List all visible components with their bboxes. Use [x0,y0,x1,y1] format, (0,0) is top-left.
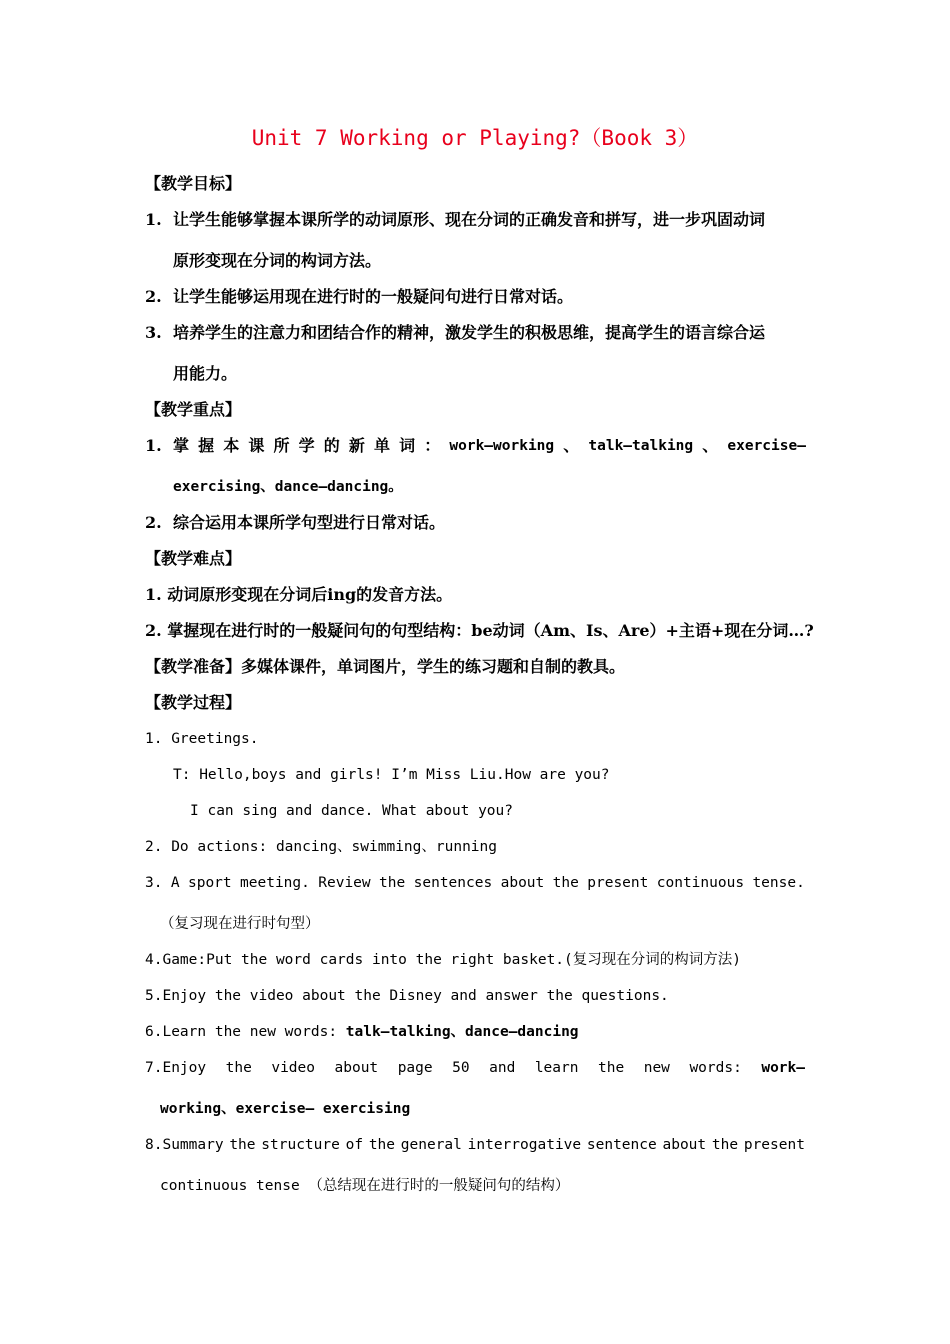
step-3-word: present [587,875,649,891]
preparation-heading: 【教学准备】 [145,657,242,676]
key-point-1-word: 握 [198,436,215,455]
step-3-word: 3. [145,875,163,891]
step-8-word: the [711,1137,739,1153]
key-point-1-word: 单 [374,436,391,455]
key-point-1-word: work—working [449,438,555,454]
difficulty-1-num: 1. [145,585,162,604]
key-point-1-num: 1. [145,436,162,455]
goals-heading: 【教学目标】 [145,174,242,193]
key-point-1-word: 本 [223,436,240,455]
step-8-word: the [368,1137,396,1153]
step-3-word: the [379,875,406,891]
key-point-1-word: 的 [323,436,340,455]
goal-3-text: 培养学生的注意力和团结合作的精神，激发学生的积极思维，提高学生的语言综合运 [173,323,766,342]
step-3-word: sentences [413,875,493,891]
step-8-word: interrogative [467,1137,582,1153]
step-8-word: structure [261,1137,340,1153]
step-7-word: page [397,1060,433,1076]
step-3-word: tense. [752,875,805,891]
key-points-heading: 【教学重点】 [145,400,242,419]
step-6-prefix: 6.Learn the new words: [145,1024,346,1040]
process-step-3 [145,872,805,894]
goal-2-num: 2. [145,287,162,306]
process-step-7-continuation: working、exercise— exercising [160,1101,411,1117]
key-point-1-text [173,435,806,457]
step-3-word: sport [187,875,232,891]
goal-2-text: 让学生能够运用现在进行时的一般疑问句进行日常对话。 [173,287,574,306]
key-point-1-word: 学 [298,436,315,455]
process-step-8 [145,1134,805,1156]
preparation-line [145,656,625,678]
step-3-word: Review [318,875,371,891]
step-7-word: new [643,1060,670,1076]
step-7-word: the [598,1060,625,1076]
goal-item-3 [145,322,765,344]
goal-1-continuation: 原形变现在分词的构词方法。 [173,251,382,270]
key-point-1-word: 、 [702,436,719,455]
step-7-word: words: [689,1060,742,1076]
step-7-word: 50 [452,1060,470,1076]
process-step-1-dialogue-b: I can sing and dance. What about you? [190,803,514,819]
process-step-3-note: （复习现在进行时句型） [160,916,320,932]
key-point-1-word: talk—talking [588,438,694,454]
difficulty-1-text: 动词原形变现在分词后ing的发音方法。 [167,585,453,604]
step-8-word: about [662,1137,707,1153]
step-8-word: of [345,1137,364,1153]
key-point-1-continuation: exercising、dance—dancing。 [173,479,403,495]
key-point-1-word: 新 [348,436,365,455]
step-3-word: about [500,875,545,891]
process-heading: 【教学过程】 [145,693,242,712]
key-point-2-text: 综合运用本课所学句型进行日常对话。 [173,513,446,532]
process-step-5: 5.Enjoy the video about the Disney and answer the questions. [145,988,669,1004]
step-3-word: continuous [656,875,745,891]
step-3-word: meeting. [240,875,310,891]
step-7-word: 7.Enjoy [145,1060,207,1076]
difficulties-heading: 【教学难点】 [145,549,242,568]
key-point-1-word: ： [424,436,441,455]
step-7-word: work— [761,1060,805,1076]
process-step-6 [145,1021,579,1043]
step-3-word: A [170,875,180,891]
difficulty-2-text: 掌握现在进行时的一般疑问句的句型结构：be动词（Am、Is、Are）+主语+现在分词…? [167,621,814,640]
goal-1-text: 让学生能够掌握本课所学的动词原形、现在分词的正确发音和拼写，进一步巩固动词 [173,210,766,229]
difficulty-item-2 [145,620,814,642]
goal-item-1 [145,209,765,231]
key-point-1-word: 掌 [173,436,190,455]
difficulty-item-1 [145,584,452,606]
process-step-1-dialogue-a: T: Hello,boys and girls! I’m Miss Liu.How are you? [173,767,610,783]
difficulty-2-num: 2. [145,621,162,640]
process-step-1: 1. Greetings. [145,731,259,747]
process-step-7 [145,1057,805,1079]
step-7-word: and [489,1060,516,1076]
step-7-word: learn [534,1060,579,1076]
step-7-word: about [334,1060,379,1076]
key-point-1-word: 、 [563,436,580,455]
key-point-item-1 [145,435,173,457]
step-7-word: video [271,1060,315,1076]
key-point-2-num: 2. [145,513,162,532]
key-point-1-word: 所 [273,436,290,455]
step-8-word: the [229,1137,256,1153]
step-7-word: the [225,1060,252,1076]
key-point-item-2 [145,512,445,534]
page-title: Unit 7 Working or Playing?（Book 3） [251,126,699,150]
step-6-words: talk—talking、dance—dancing [345,1024,579,1040]
step-8-word: 8.Summary [145,1137,224,1153]
step-8-word: sentence [586,1137,657,1153]
key-point-1-word: 课 [248,436,265,455]
process-step-2: 2. Do actions: dancing、swimming、running [145,839,498,855]
step-3-word: the [552,875,579,891]
goal-3-continuation: 用能力。 [173,364,238,383]
step-8-word: general [400,1137,462,1153]
step-8-word: present [743,1137,805,1153]
preparation-text: 多媒体课件，单词图片，学生的练习题和自制的教具。 [241,657,626,676]
goal-item-2 [145,286,573,308]
key-point-1-word: 词 [399,436,416,455]
process-step-4: 4.Game:Put the word cards into the right basket.(复习现在分词的构词方法) [145,952,741,968]
key-point-1-word: exercise— [727,438,806,454]
process-step-8-continuation: continuous tense （总结现在进行时的一般疑问句的结构） [160,1178,570,1194]
goal-3-num: 3. [145,323,162,342]
goal-1-num: 1. [145,210,162,229]
